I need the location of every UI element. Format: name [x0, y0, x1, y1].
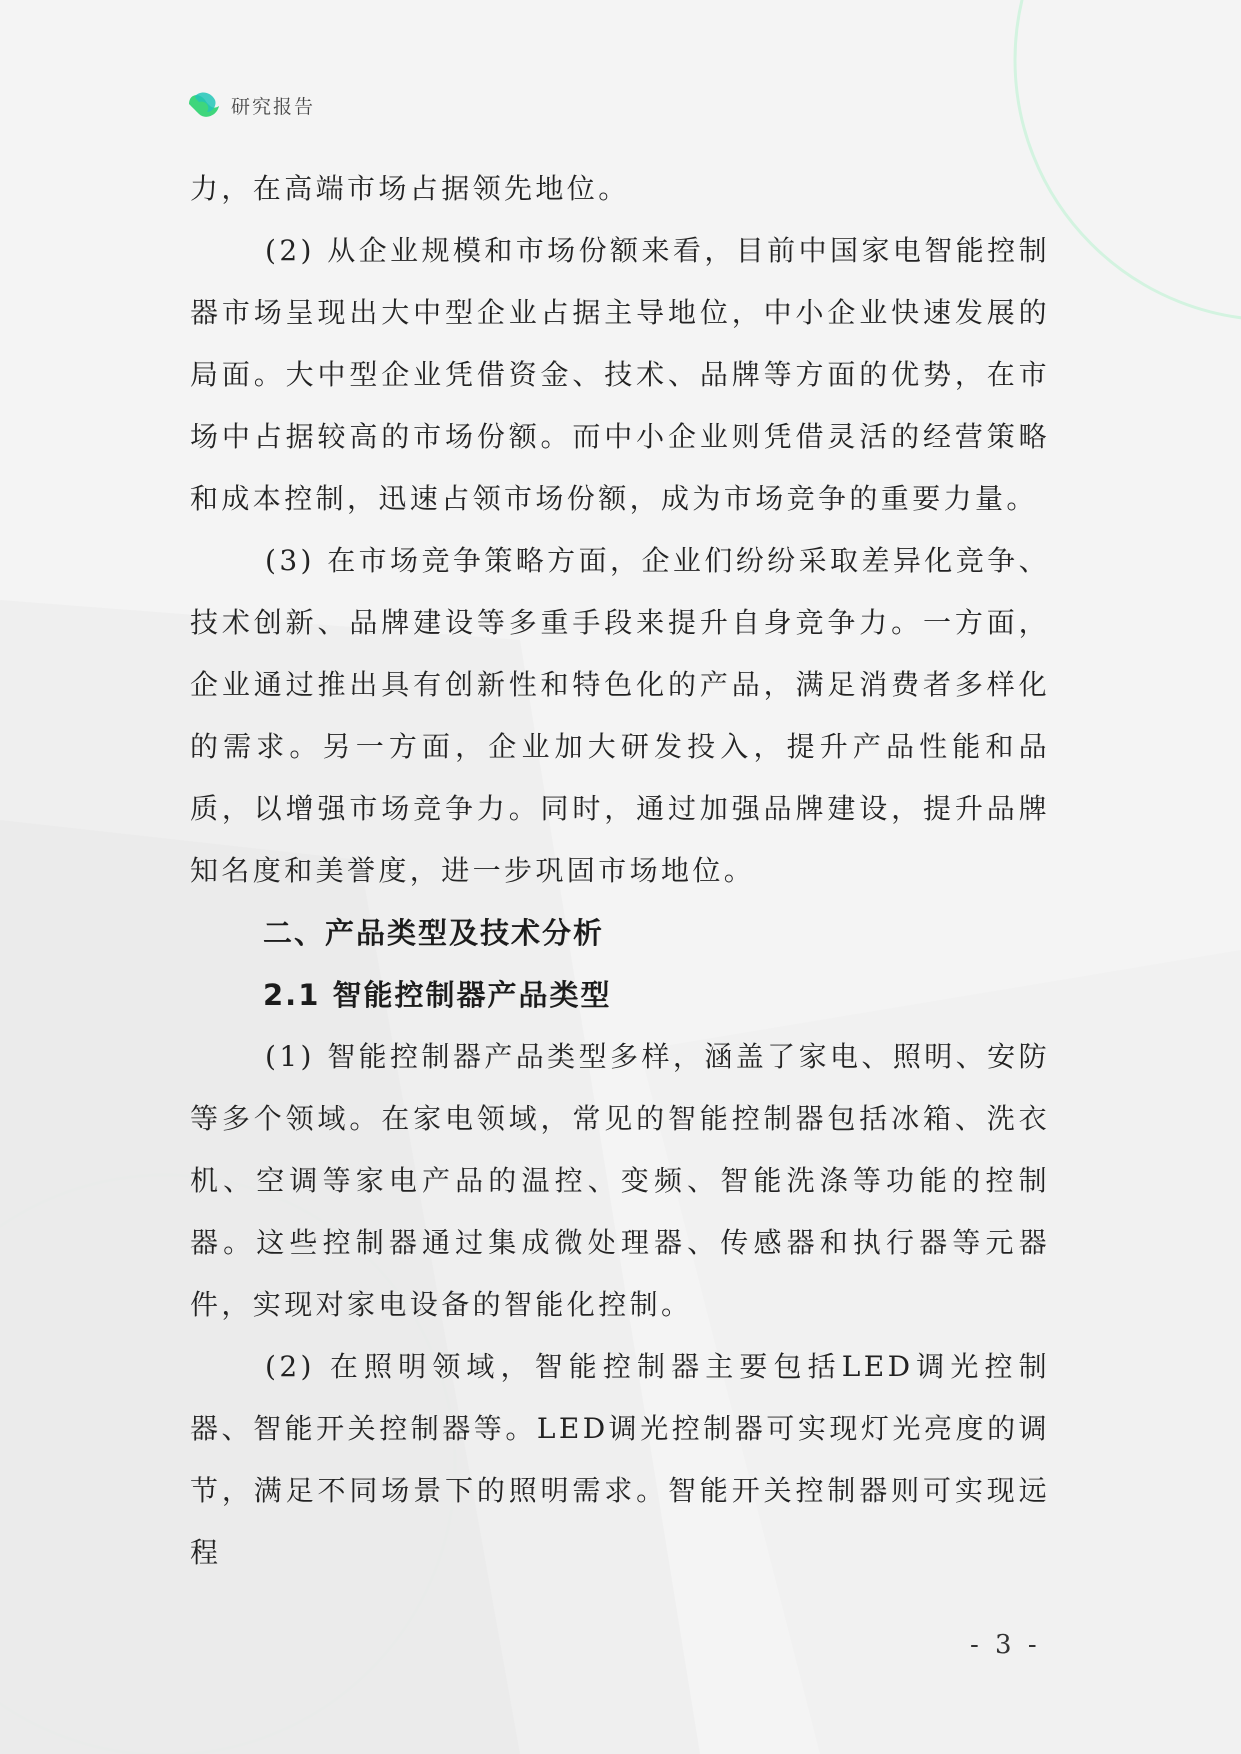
- document-body: [190, 158, 1050, 1584]
- brand-logo-icon: [187, 88, 223, 122]
- paragraph: 力，在高端市场占据领先地位。: [190, 172, 630, 205]
- header: [187, 88, 315, 122]
- header-title: 研究报告: [231, 95, 316, 118]
- subsection-heading: 2.1 智能控制器产品类型: [263, 978, 612, 1012]
- paragraph: (2) 在照明领域，智能控制器主要包括LED调光控制器、智能开关控制器等。LED调光控制器可实现灯光亮度的调节，满足不同场景下的照明需求。智能开关控制器则可实现远程: [190, 1350, 1050, 1569]
- page-number: - 3 -: [970, 1630, 1041, 1660]
- paragraph: (1) 智能控制器产品类型多样，涵盖了家电、照明、安防等多个领域。在家电领域，常见的智能控制器包括冰箱、洗衣机、空调等家电产品的温控、变频、智能洗涤等功能的控制器。这些控制器通过集成微处理器、传感器和执行器等元器件，实现对家电设备的智能化控制。: [190, 1040, 1050, 1321]
- paragraph: (2) 从企业规模和市场份额来看，目前中国家电智能控制器市场呈现出大中型企业占据主导地位，中小企业快速发展的局面。大中型企业凭借资金、技术、品牌等方面的优势，在市场中占据较高的市场份额。而中小企业则凭借灵活的经营策略和成本控制，迅速占领市场份额，成为市场竞争的重要力量。: [190, 234, 1050, 515]
- section-heading: 二、产品类型及技术分析: [263, 916, 605, 950]
- paragraph: (3) 在市场竞争策略方面，企业们纷纷采取差异化竞争、技术创新、品牌建设等多重手段来提升自身竞争力。一方面，企业通过推出具有创新性和特色化的产品，满足消费者多样化的需求。另一方面，企业加大研发投入，提升产品性能和品质，以增强市场竞争力。同时，通过加强品牌建设，提升品牌知名度和美誉度，进一步巩固市场地位。: [190, 544, 1050, 887]
